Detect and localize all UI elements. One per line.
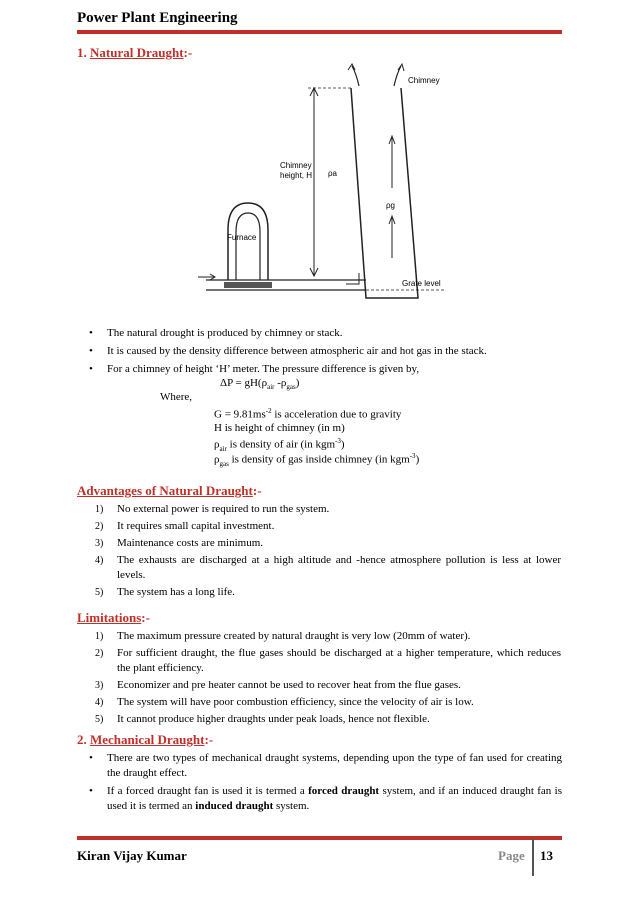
list-item: • If a forced draught fan is used it is termed a forced draught system, and if an induced draught fan is used it is termed an induced draught system. (77, 784, 562, 814)
footer-page-number: 13 (540, 848, 553, 863)
footer-author: Kiran Vijay Kumar (77, 848, 187, 863)
section2-number: 2. (77, 732, 87, 747)
pressure-formula: $\Delta P = gH(\rho_{air}$ $-\rho_{gas}$) (220, 377, 300, 392)
list-item: 3) Economizer and pre heater cannot be used to recover heat from the flue gases. (95, 679, 461, 691)
advantages-suffix: :- (252, 483, 262, 498)
chimney-label: Chimney (408, 76, 440, 85)
natural-draught-diagram (196, 58, 446, 320)
list-item: 2) It requires small capital investment. (95, 520, 275, 532)
section2-title: Mechanical Draught (90, 732, 205, 747)
limitations-list (95, 629, 561, 727)
header-title: Power Plant Engineering (77, 10, 238, 26)
def-rho-gas: $\rho_{gas}$ is density of gas inside chimney (in kgm$^{-3}$) (214, 452, 420, 468)
section1-suffix: :- (183, 45, 193, 60)
list-item: 4) The system will have poor combustion efficiency, since the velocity of air is low. (95, 696, 474, 708)
section1-heading (77, 45, 192, 61)
list-item: • There are two types of mechanical draught systems, depending upon the type of fan used for creating the draught effect. (77, 751, 562, 781)
def-h: H is height of chimney (in m) (214, 422, 345, 434)
section2-suffix: :- (204, 732, 214, 747)
section1-bullets (77, 326, 567, 377)
furnace-label: Furnace (227, 233, 257, 242)
footer-rule (77, 836, 562, 840)
footer-page-label: Page (498, 848, 525, 863)
def-g: $G = 9.81ms^{-2}$ is acceleration due to gravity (214, 407, 402, 421)
list-item: 5) The system has a long life. (95, 586, 235, 598)
list-item: 2) For sufficient draught, the flue gases should be discharged at a higher temperature, which reduces the plant efficiency. (95, 647, 561, 674)
rho-g-label: ρg (386, 201, 395, 210)
list-item: 1) No external power is required to run the system. (95, 503, 330, 515)
rho-a-label: ρa (328, 169, 337, 178)
list-item: 3) Maintenance costs are minimum. (95, 537, 264, 549)
where-label: Where, (160, 391, 193, 403)
limitations-title: Limitations (77, 610, 142, 625)
advantages-title: Advantages of Natural Draught (77, 483, 253, 498)
grate-level-label: Grate level (402, 279, 441, 288)
limitations-suffix: :- (141, 610, 150, 625)
advantages-list (95, 502, 561, 600)
header-rule (77, 30, 562, 34)
advantages-heading (77, 483, 262, 499)
section2-bullets (77, 751, 562, 814)
list-item: 4) The exhausts are discharged at a high altitude and -hence atmosphere pollution is less at lower levels. (95, 554, 561, 581)
footer-separator (532, 838, 534, 876)
height-label-line2: height, H (280, 171, 313, 180)
list-item: • For a chimney of height ‘H’ meter. The pressure difference is given by, (77, 362, 567, 377)
list-item: 5) It cannot produce higher draughts under peak loads, hence not flexible. (95, 713, 430, 725)
list-item: 1) The maximum pressure created by natural draught is very low (20mm of water). (95, 630, 471, 642)
height-label-line1: Chimney (280, 161, 312, 170)
section2-heading (77, 732, 213, 748)
limitations-heading (77, 610, 150, 626)
section1-title: Natural Draught (90, 45, 184, 60)
list-item: • The natural drought is produced by chimney or stack. (77, 326, 567, 341)
list-item: • It is caused by the density difference between atmospheric air and hot gas in the stack. (77, 344, 567, 359)
section1-number: 1. (77, 45, 87, 60)
def-rho-air: $\rho_{air}$ is density of air (in kgm$^{-3}$) (214, 437, 345, 453)
